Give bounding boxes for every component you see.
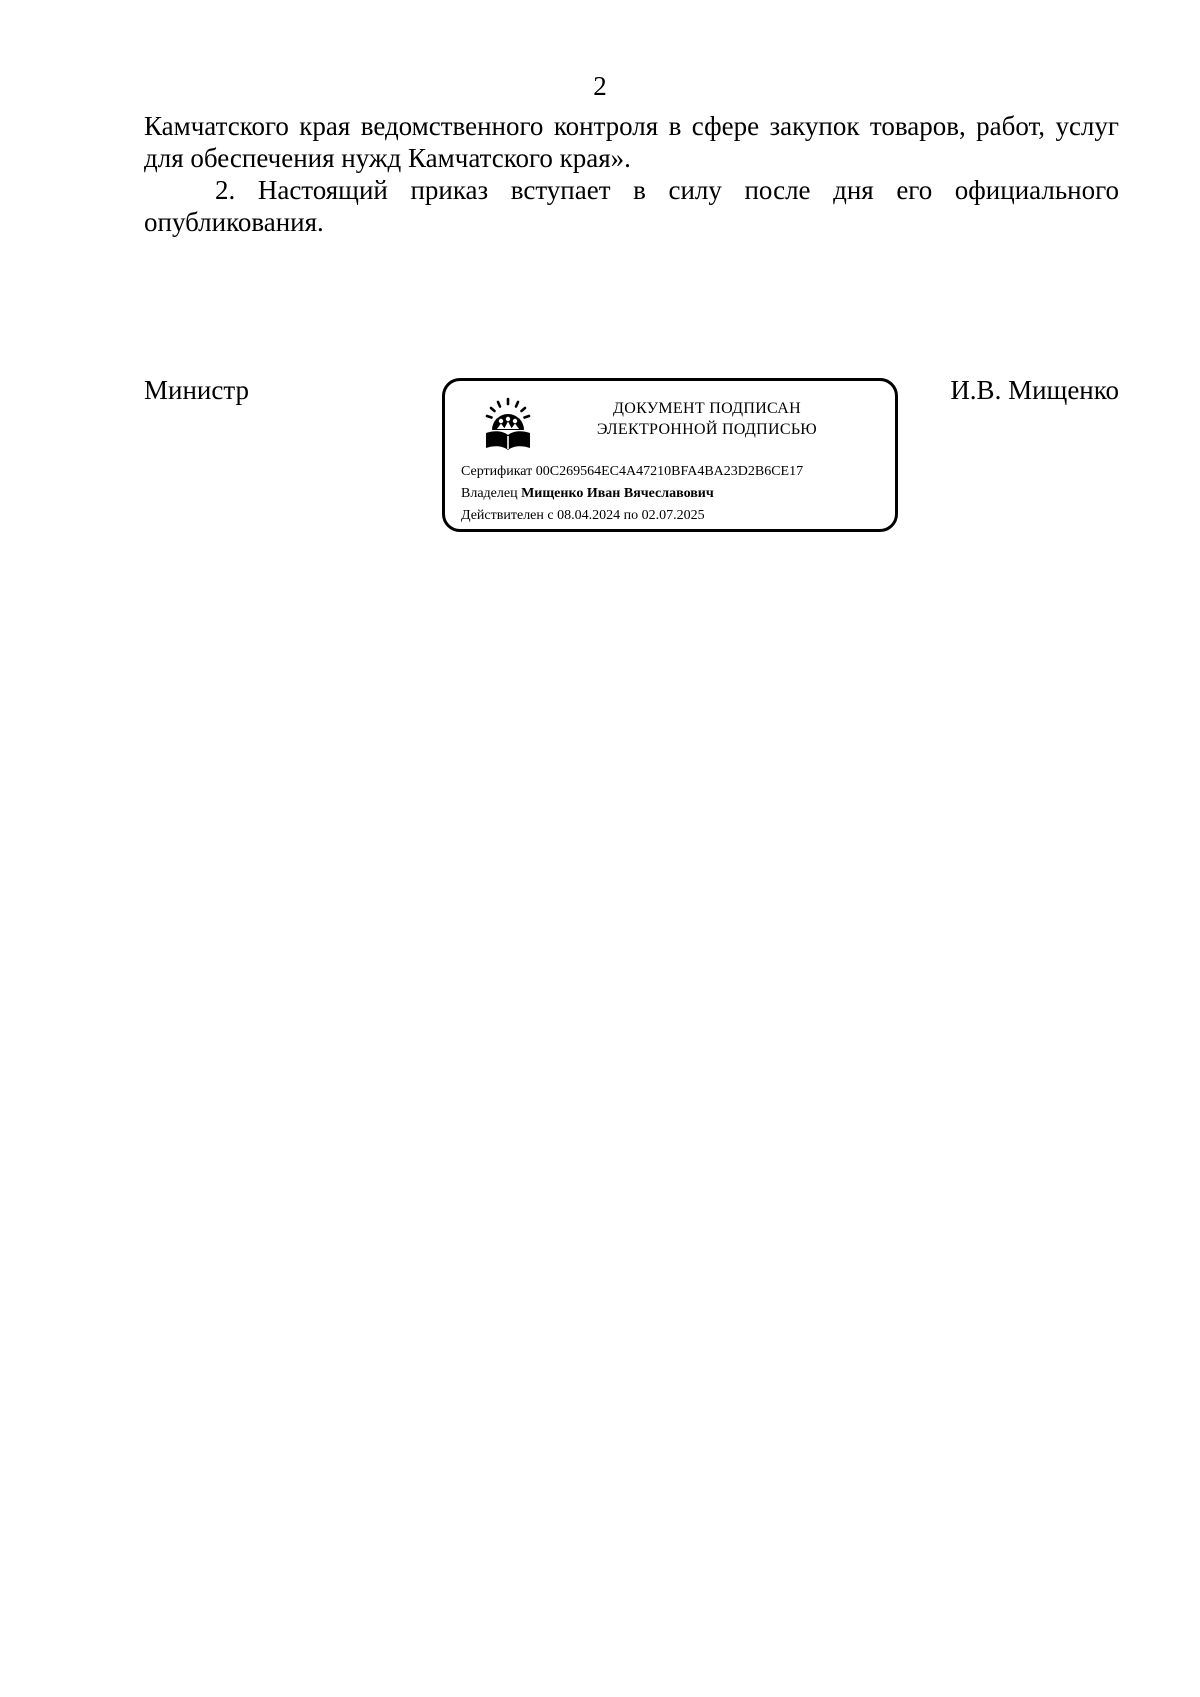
- certificate-value: 00C269564EC4A47210BFA4BA23D2B6CE17: [535, 464, 804, 479]
- valid-to-label: по: [623, 508, 639, 523]
- paragraph-effective-date: 2. Настоящий приказ вступает в силу после дня его официального опубликования.: [144, 175, 1119, 237]
- valid-to-date: 02.07.2025: [641, 508, 705, 523]
- stamp-details: [461, 461, 803, 527]
- stamp-heading-line-2: ЭЛЕКТРОННОЙ ПОДПИСЬЮ: [596, 421, 818, 438]
- paragraph-continuation: Камчатского края ведомственного контроля в сфере закупок товаров, работ, услуг для обеспечения нужд Камчатского края».: [144, 111, 1119, 173]
- owner-row: [461, 483, 803, 505]
- owner-label: Владелец: [461, 486, 518, 501]
- valid-from-date: 08.04.2024: [557, 508, 621, 523]
- owner-value: Мищенко Иван Вячеславович: [521, 486, 714, 501]
- valid-label: Действителен: [461, 508, 544, 523]
- certificate-label: Сертификат: [461, 464, 533, 479]
- validity-row: [461, 505, 803, 527]
- signatory-role: Министр: [144, 375, 249, 405]
- certificate-row: [461, 461, 803, 483]
- signatory-name: И.В. Мищенко: [950, 375, 1119, 405]
- page-number: 2: [593, 71, 607, 101]
- valid-from-label: с: [547, 508, 554, 523]
- stamp-heading-line-1: ДОКУМЕНТ ПОДПИСАН: [613, 400, 801, 417]
- kamchatka-emblem-icon: [483, 397, 533, 453]
- document-body: [144, 110, 1119, 238]
- stamp-heading: [537, 398, 877, 440]
- electronic-signature-stamp: [442, 378, 898, 532]
